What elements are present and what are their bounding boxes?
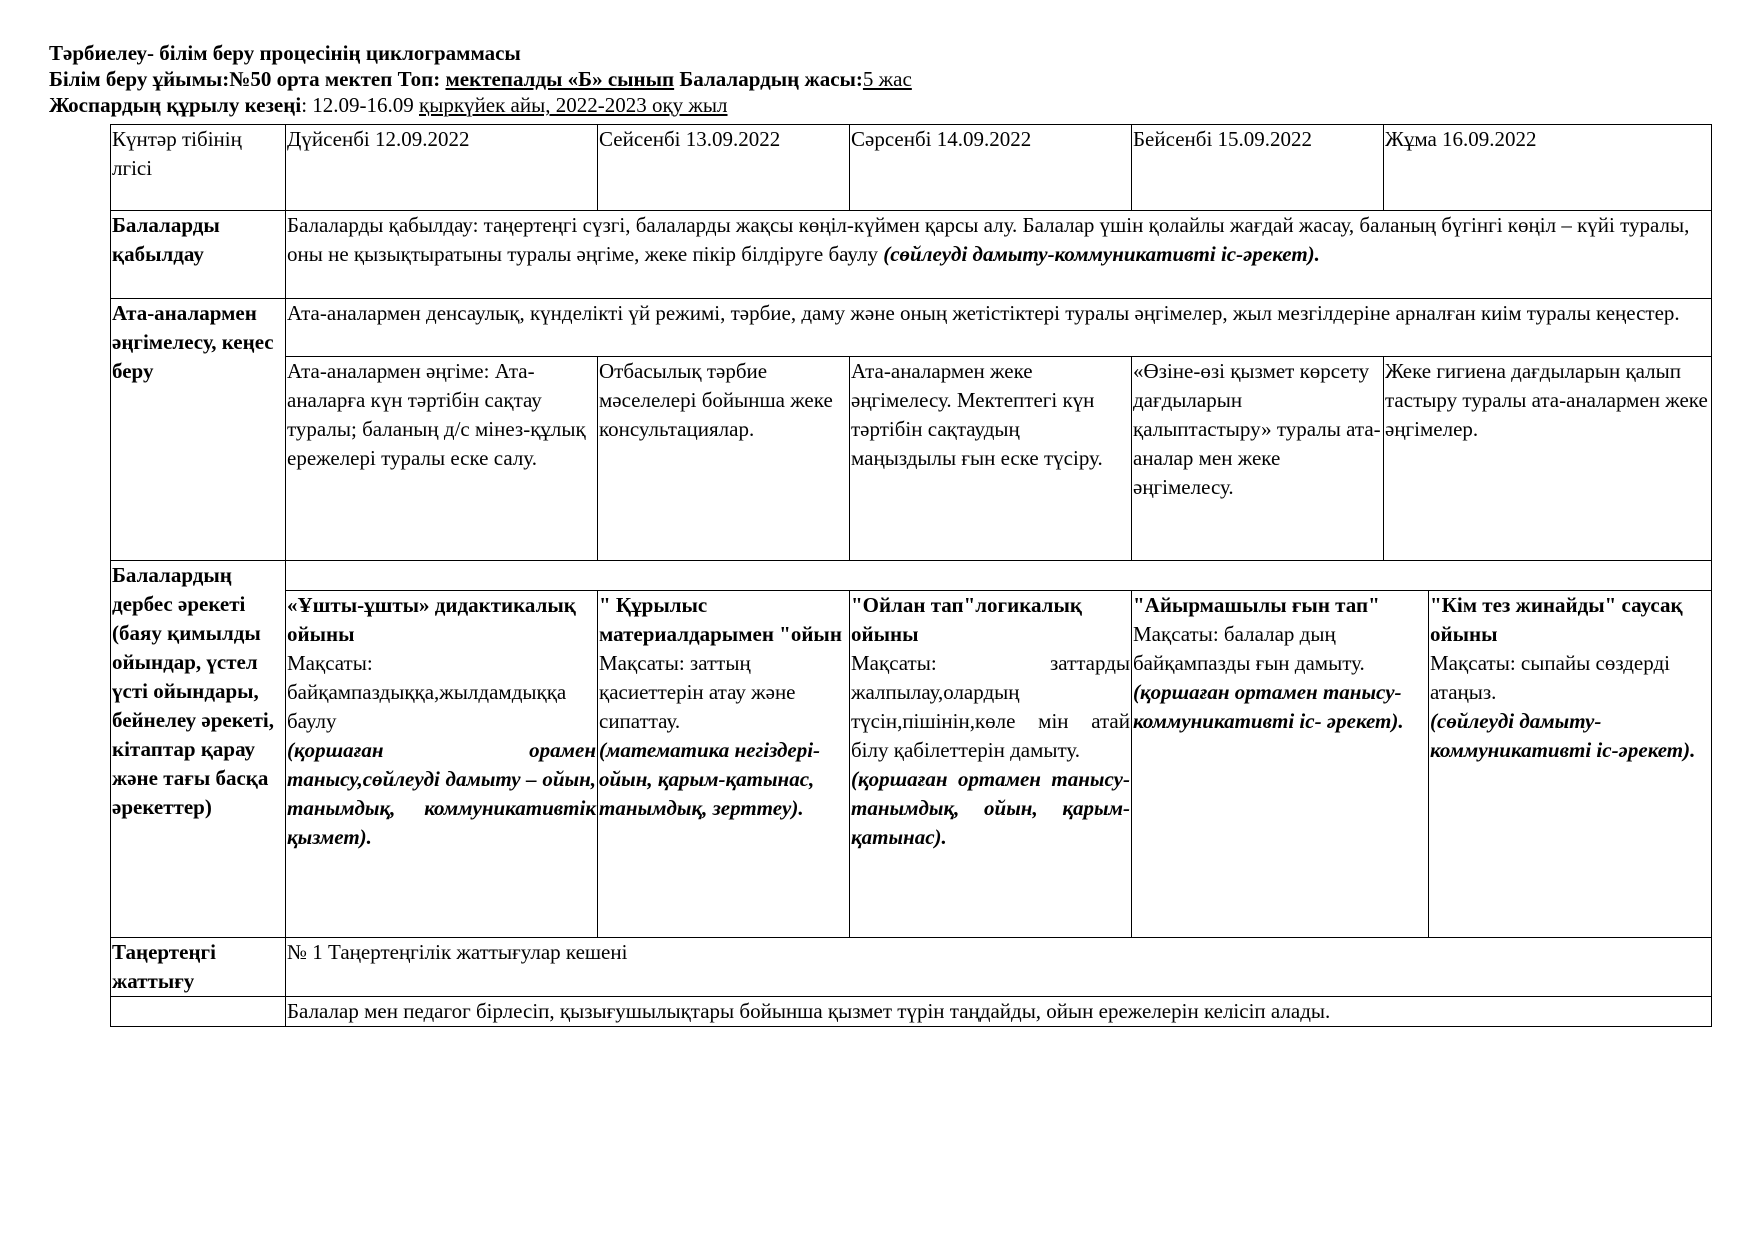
row-label: Балаларды қабылдау <box>111 211 286 299</box>
row-label: Таңертеңгі жаттығу <box>111 938 286 997</box>
parents-general-row <box>111 299 1712 357</box>
game-goal: Мақсаты: байқампаздыққа,жылдамдыққа баулу <box>287 651 567 733</box>
org-line <box>49 66 912 92</box>
game-goal: Мақсаты: балалар дың байқампазды ғын дамыту. <box>1133 622 1365 675</box>
parents-day-cell: «Өзіне-өзі қызмет көрсету дағдыларын қалыптастыру» туралы ата-аналар мен жеке әңгімелесу. <box>1132 357 1384 561</box>
parents-day-cell: Отбасылық тәрбие мәселелері бойынша жеке консультациялар. <box>598 357 850 561</box>
reception-text: Балаларды қабылдау: таңертеңгі сүзгі, балаларды жақсы көңіл-күймен қарсы алу. Балалар үшін қолайлы жағдай жасау, баланың бүгінгі көңіл – күйі туралы, оны не қызықтыратыны туралы әңгіме, жеке пікір білдіруге баулу <box>287 213 1690 266</box>
parents-day-cell: Жеке гигиена дағдыларын қалып тастыру туралы ата-аналармен жеке әңгімелер. <box>1384 357 1712 561</box>
period-label: Жоспардың құрылу кезеңі <box>49 93 302 117</box>
activity-spacer-row <box>111 561 1712 591</box>
game-title: " Құрылыс материалдарымен "ойын <box>599 593 842 646</box>
activity-day-cell <box>598 591 850 938</box>
parents-day-cell: Ата-аналармен әңгіме: Ата-аналарға күн тәртібін сақтау туралы; баланың д/с мінез-құлық ережелері туралы еске салу. <box>286 357 598 561</box>
activity-day-cell <box>286 591 598 938</box>
parents-general-cell: Ата-аналармен денсаулық, күнделікті үй режимі, тәрбие, даму және оның жетістіктері туралы әңгімелер, жыл мезгілдеріне арналған киім туралы кеңестер. <box>286 299 1712 357</box>
game-title: «Ұшты-ұшты» дидактикалық ойыны <box>287 593 576 646</box>
game-title: "Кім тез жинайды" саусақ ойыны <box>1430 593 1683 646</box>
group-value: мектепалды «Б» сынып <box>445 67 675 91</box>
days-header-row <box>111 125 1712 211</box>
day-header: Сәрсенбі 14.09.2022 <box>850 125 1132 211</box>
row-label <box>111 997 286 1027</box>
document-header <box>49 40 912 118</box>
game-note: (математика негіздері-ойын, қарым-қатынас, танымдық, зерттеу). <box>599 738 821 820</box>
game-goal: Мақсаты: заттың қасиеттерін атау және сипаттау. <box>599 651 796 733</box>
parents-days-row <box>111 357 1712 561</box>
activity-day-cell <box>1429 591 1712 938</box>
period-month: қыркүйек айы, 2022-2023 оқу жыл <box>419 93 728 117</box>
org-label: Білім беру ұйымы: <box>49 67 230 91</box>
period-line <box>49 92 912 118</box>
activity-day-cell <box>850 591 1132 938</box>
game-note: (қоршаған ортамен танысу- коммуникативті іс- әрекет). <box>1133 680 1404 733</box>
day-header: Жұма 16.09.2022 <box>1384 125 1712 211</box>
corner-cell: Күнтәр тібінің лгісі <box>111 125 286 211</box>
day-header: Дүйсенбі 12.09.2022 <box>286 125 598 211</box>
day-header: Бейсенбі 15.09.2022 <box>1132 125 1384 211</box>
reception-cell <box>286 211 1712 299</box>
activity-day-cell <box>1132 591 1429 938</box>
parents-day-cell: Ата-аналармен жеке әңгімелесу. Мектептегі күн тәртібін сақтаудың маңыздылы ғын еске түсіру. <box>850 357 1132 561</box>
group-label: Топ: <box>397 67 441 91</box>
game-goal: Мақсаты: заттарды жалпылау,олардың түсін,пішінін,көле мін атай білу қабілеттерін дамыту. <box>851 651 1130 762</box>
last-row <box>111 997 1712 1027</box>
morning-cell: № 1 Таңертеңгілік жаттығулар кешені <box>286 938 1712 997</box>
reception-note: (сөйлеуді дамыту-коммуникативті іс-әрекет). <box>883 242 1320 266</box>
activity-spacer-cell <box>286 561 1712 591</box>
game-title: "Айырмашылы ғын тап" <box>1133 593 1380 617</box>
game-note: (қоршаған орамен танысу,сөйлеуді дамыту – ойын, танымдық, коммуникативтік қызмет). <box>287 738 596 849</box>
age-value: 5 жас <box>862 67 912 91</box>
schedule-table <box>110 124 1712 1027</box>
morning-row <box>111 938 1712 997</box>
game-goal: Мақсаты: сыпайы сөздерді атаңыз. <box>1430 651 1670 704</box>
period-dates: : 12.09-16.09 <box>301 93 414 117</box>
row-label: Ата-аналармен әңгімелесу, кеңес беру <box>111 299 286 561</box>
game-note: (қоршаған ортамен танысу-танымдық, ойын, қарым-қатынас). <box>851 767 1130 849</box>
activity-days-row <box>111 591 1712 938</box>
reception-row <box>111 211 1712 299</box>
row-label: Балалардың дербес әрекеті (баяу қимылды ойындар, үстел үсті ойындары, бейнелеу әрекеті, кітаптар қарау және тағы басқа әрекеттер) <box>111 561 286 938</box>
game-note: (сөйлеуді дамыту-коммуникативті іс-әрекет). <box>1430 709 1696 762</box>
day-header: Сейсенбі 13.09.2022 <box>598 125 850 211</box>
document-title: Тәрбиелеу- білім беру процесінің циклограммасы <box>49 41 521 65</box>
org-value: №50 орта мектеп <box>229 67 393 91</box>
last-row-cell: Балалар мен педагог бірлесіп, қызығушылықтары бойынша қызмет түрін таңдайды, ойын ережелерін келісіп алады. <box>286 997 1712 1027</box>
game-title: "Ойлан тап"логикалық ойыны <box>851 593 1082 646</box>
age-label: Балалардың жасы: <box>679 67 863 91</box>
